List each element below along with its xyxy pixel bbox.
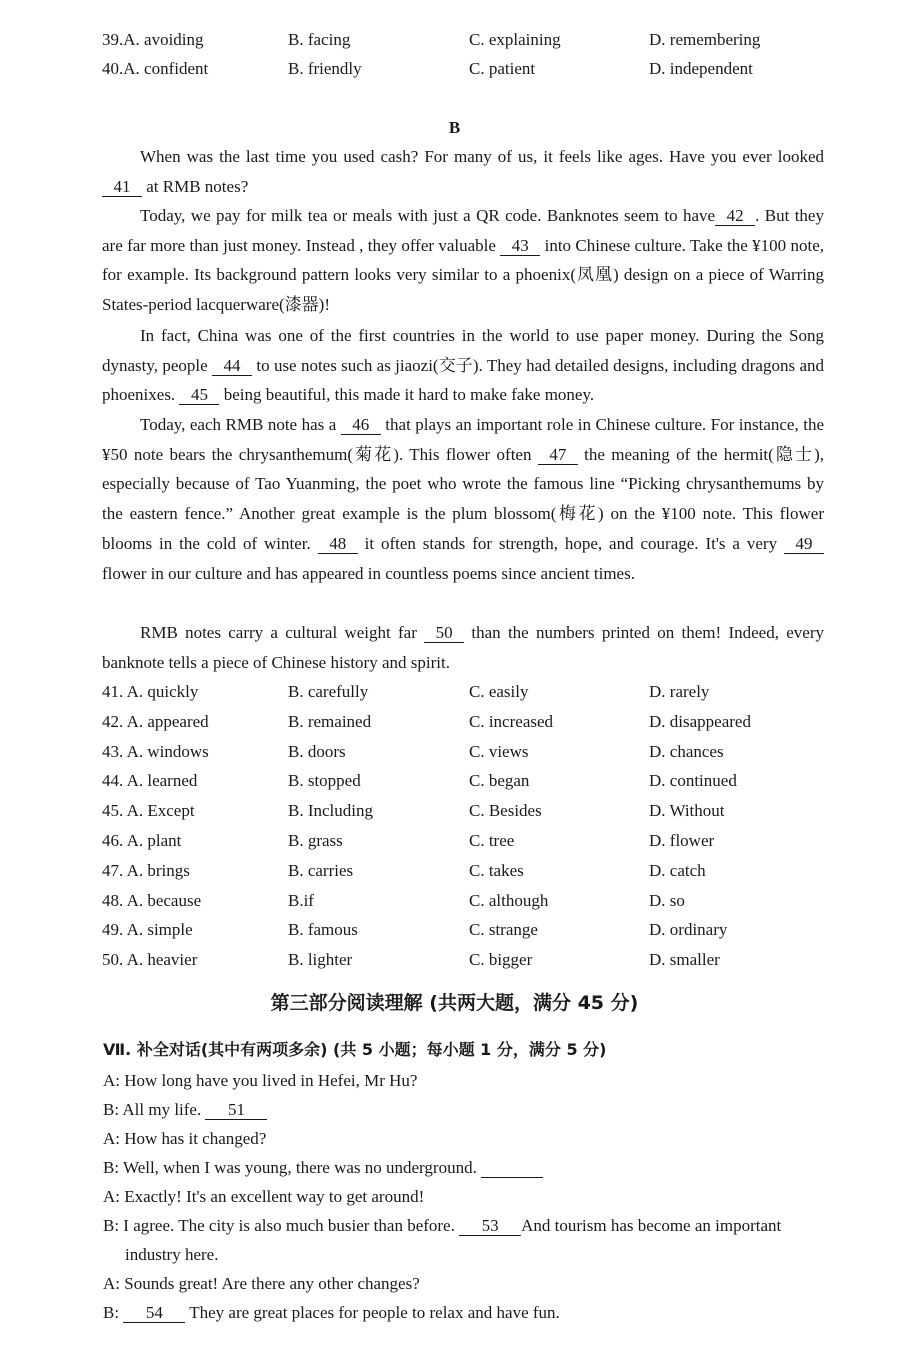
option-a-text: A. brings — [126, 860, 190, 880]
question-number: 48. — [102, 890, 127, 910]
question-number: 47. — [102, 860, 127, 880]
option-a[interactable] — [102, 739, 209, 765]
question-number: 43. — [102, 741, 127, 761]
text: to use notes such as jiaozi(交子). They had detailed designs, including dragons and phoenixes. — [102, 355, 824, 405]
dialogue-text: They are great places for people to relax and have fun. — [185, 1303, 560, 1322]
option-a-text: A. avoiding — [123, 30, 204, 49]
option-a[interactable] — [102, 947, 197, 973]
blank-48[interactable]: 48 — [318, 535, 358, 554]
text: When was the last time you used cash? For many of us, it feels like ages. Have you ever looked — [140, 147, 824, 166]
text: at RMB notes? — [142, 176, 249, 196]
option-row-42 — [102, 709, 822, 735]
option-d[interactable]: D. rarely — [649, 682, 710, 701]
option-a-text: A. quickly — [126, 682, 199, 701]
option-b[interactable]: B. grass — [288, 831, 343, 850]
question-number: 50. — [102, 950, 127, 970]
option-row-45 — [102, 798, 822, 824]
question-number: 39. — [102, 30, 124, 49]
dialogue-text: A: How has it changed? — [103, 1129, 267, 1148]
option-a — [102, 56, 208, 82]
options-main — [102, 679, 822, 979]
option-a-text: A. confident — [123, 59, 209, 78]
answer-blank[interactable] — [481, 1159, 543, 1178]
option-row-39 — [102, 27, 822, 53]
blank-49[interactable]: 49 — [784, 535, 824, 554]
option-a-text: A. simple — [126, 920, 193, 940]
dialogue-line — [103, 1211, 833, 1269]
dialogue-text: And tourism has become an important — [521, 1216, 782, 1235]
option-d[interactable]: D. flower — [649, 831, 715, 850]
option-row-46 — [102, 828, 822, 854]
passage-paragraph-2 — [102, 201, 824, 320]
text: Today, we pay for milk tea or meals with just a QR code. Banknotes seem to have — [140, 206, 716, 225]
dialogue-line — [103, 1153, 833, 1182]
dialogue-text: B: All my life. — [103, 1100, 206, 1119]
dialogue-line — [103, 1269, 833, 1298]
option-a[interactable] — [102, 798, 195, 824]
part3-title: 第三部分阅读理解 (共两大题，满分 45 分) — [270, 992, 639, 1014]
text: it often stands for strength, hope, and courage. It's a very — [357, 533, 785, 553]
option-a-text: A. plant — [126, 831, 182, 850]
option-a[interactable] — [102, 917, 193, 943]
text: Today, each RMB note has a — [140, 415, 341, 434]
text: . But they are far more than just money. Instead , they offer valuable — [102, 206, 824, 255]
answer-blank[interactable]: 51 — [205, 1101, 267, 1120]
option-c[interactable]: C. strange — [469, 920, 538, 940]
option-b[interactable]: B. remained — [288, 711, 372, 731]
dialogue-text: B: — [103, 1303, 124, 1322]
section7-title: Ⅶ. 补全对话(其中有两项多余) (共 5 小题；每小题 1 分，满分 5 分) — [103, 1040, 607, 1059]
option-row-49 — [102, 917, 822, 943]
option-d[interactable]: D. disappeared — [649, 711, 751, 731]
option-d: D. independent — [649, 59, 753, 78]
section-b-title: B — [448, 118, 461, 137]
option-b[interactable]: B. Including — [288, 801, 373, 821]
option-c[interactable]: C. although — [469, 890, 549, 910]
option-a-text: A. learned — [126, 771, 198, 791]
dialogue-line — [103, 1095, 833, 1124]
option-c[interactable]: C. easily — [469, 682, 529, 701]
answer-blank[interactable]: 53 — [459, 1217, 521, 1236]
option-row-40 — [102, 56, 822, 82]
blank-41[interactable]: 41 — [102, 178, 142, 197]
text: the meaning of the hermit(隐士), especially because of Tao Yuanming, the poet who wrote the famous line “Picking chrysanthemums by the eastern fence.” Another great example is the plum blossom(梅花) on the ¥100 note. This flower blooms in the cold of winter. — [102, 444, 824, 553]
passage-paragraph-3 — [102, 321, 824, 410]
question-number: 41. — [102, 682, 127, 701]
option-d[interactable]: D. continued — [649, 771, 737, 791]
text: In fact, China was one of the first countries in the world to use paper money. During the Song dynasty, people — [102, 326, 824, 375]
question-number: 46. — [102, 831, 127, 850]
passage-paragraph-1 — [102, 142, 824, 201]
option-a[interactable] — [102, 828, 181, 854]
option-row-41 — [102, 679, 822, 705]
option-c[interactable]: C. Besides — [469, 801, 542, 821]
dialogue-text: A: Exactly! It's an excellent way to get around! — [103, 1187, 425, 1206]
option-a — [102, 27, 204, 53]
blank-50[interactable]: 50 — [424, 624, 464, 643]
dialogue-text: A: Sounds great! Are there any other changes? — [103, 1274, 420, 1293]
option-d[interactable]: D. ordinary — [649, 920, 728, 940]
option-a[interactable] — [102, 768, 197, 794]
text: RMB notes carry a cultural weight far — [140, 623, 425, 642]
option-b[interactable]: B. famous — [288, 920, 358, 940]
option-row-48 — [102, 888, 822, 914]
option-c: C. patient — [469, 59, 536, 78]
option-a-text: A. because — [126, 890, 202, 910]
dialogue-text: A: How long have you lived in Hefei, Mr Hu? — [103, 1071, 418, 1090]
option-a[interactable] — [102, 858, 190, 884]
option-a-text: A. Except — [126, 801, 195, 821]
option-a-text: A. appeared — [126, 711, 209, 731]
option-row-50 — [102, 947, 822, 973]
option-a-text: A. heavier — [126, 950, 198, 970]
blank-42[interactable]: 42 — [715, 207, 755, 226]
question-number: 40. — [102, 59, 124, 78]
option-b[interactable]: B. carefully — [288, 682, 369, 701]
dialogue-line — [103, 1066, 833, 1095]
option-a[interactable] — [102, 709, 209, 735]
dialogue-line — [103, 1124, 833, 1153]
option-b[interactable]: B. doors — [288, 741, 346, 761]
dialogue-line — [103, 1298, 833, 1327]
question-number: 42. — [102, 711, 127, 731]
blank-47[interactable]: 47 — [538, 446, 578, 465]
option-b: B. facing — [288, 30, 351, 49]
passage-paragraph-4 — [102, 410, 824, 588]
text: than the numbers printed on them! Indeed, every banknote tells a piece of Chinese history and spirit. — [102, 623, 824, 672]
dialogue-line — [103, 1182, 833, 1211]
option-c[interactable]: C. bigger — [469, 950, 533, 970]
option-b[interactable]: B.if — [288, 890, 314, 910]
passage-paragraph-5 — [102, 618, 824, 677]
option-d[interactable]: D. chances — [649, 741, 724, 761]
option-d[interactable]: D. Without — [649, 801, 725, 821]
option-c[interactable]: C. tree — [469, 831, 515, 850]
text: that plays an important role in Chinese culture. For instance, the ¥50 note bears the chrysanthemum(菊花). This flower often — [102, 415, 824, 464]
blank-43[interactable]: 43 — [500, 237, 540, 256]
blank-45[interactable]: 45 — [179, 386, 219, 405]
dialogue — [103, 1066, 833, 1327]
option-row-43 — [102, 739, 822, 765]
option-d[interactable]: D. catch — [649, 860, 706, 880]
text: into Chinese culture. Take the ¥100 note, for example. Its background pattern looks very similar to a phoenix(凤凰) design on a piece of Warring States-period lacquerware(漆器)! — [102, 235, 824, 315]
option-d[interactable]: D. so — [649, 890, 685, 910]
option-c[interactable]: C. takes — [469, 860, 524, 880]
option-row-44 — [102, 768, 822, 794]
option-b[interactable]: B. stopped — [288, 771, 361, 791]
option-b[interactable]: B. lighter — [288, 950, 353, 970]
option-b[interactable]: B. carries — [288, 860, 354, 880]
option-c: C. explaining — [469, 30, 561, 49]
question-number: 49. — [102, 920, 127, 940]
option-d[interactable]: D. smaller — [649, 950, 720, 970]
question-number: 44. — [102, 771, 127, 791]
option-b: B. friendly — [288, 59, 362, 78]
text: being beautiful, this made it hard to make fake money. — [219, 385, 595, 405]
option-a-text: A. windows — [126, 741, 209, 761]
blank-46[interactable]: 46 — [341, 416, 381, 435]
question-number: 45. — [102, 801, 127, 821]
option-c[interactable]: C. began — [469, 771, 530, 791]
option-c[interactable]: C. views — [469, 741, 529, 761]
answer-blank[interactable]: 54 — [123, 1304, 185, 1323]
option-c[interactable]: C. increased — [469, 711, 554, 731]
dialogue-text: B: Well, when I was young, there was no underground. — [103, 1158, 482, 1177]
option-row-47 — [102, 858, 822, 884]
dialogue-continuation: industry here. — [125, 1245, 219, 1264]
blank-44[interactable]: 44 — [212, 357, 252, 376]
option-d: D. remembering — [649, 30, 761, 49]
option-a[interactable] — [102, 888, 201, 914]
text: flower in our culture and has appeared in countless poems since ancient times. — [102, 563, 635, 583]
option-a[interactable] — [102, 679, 198, 705]
dialogue-text: B: I agree. The city is also much busier than before. — [103, 1216, 460, 1235]
